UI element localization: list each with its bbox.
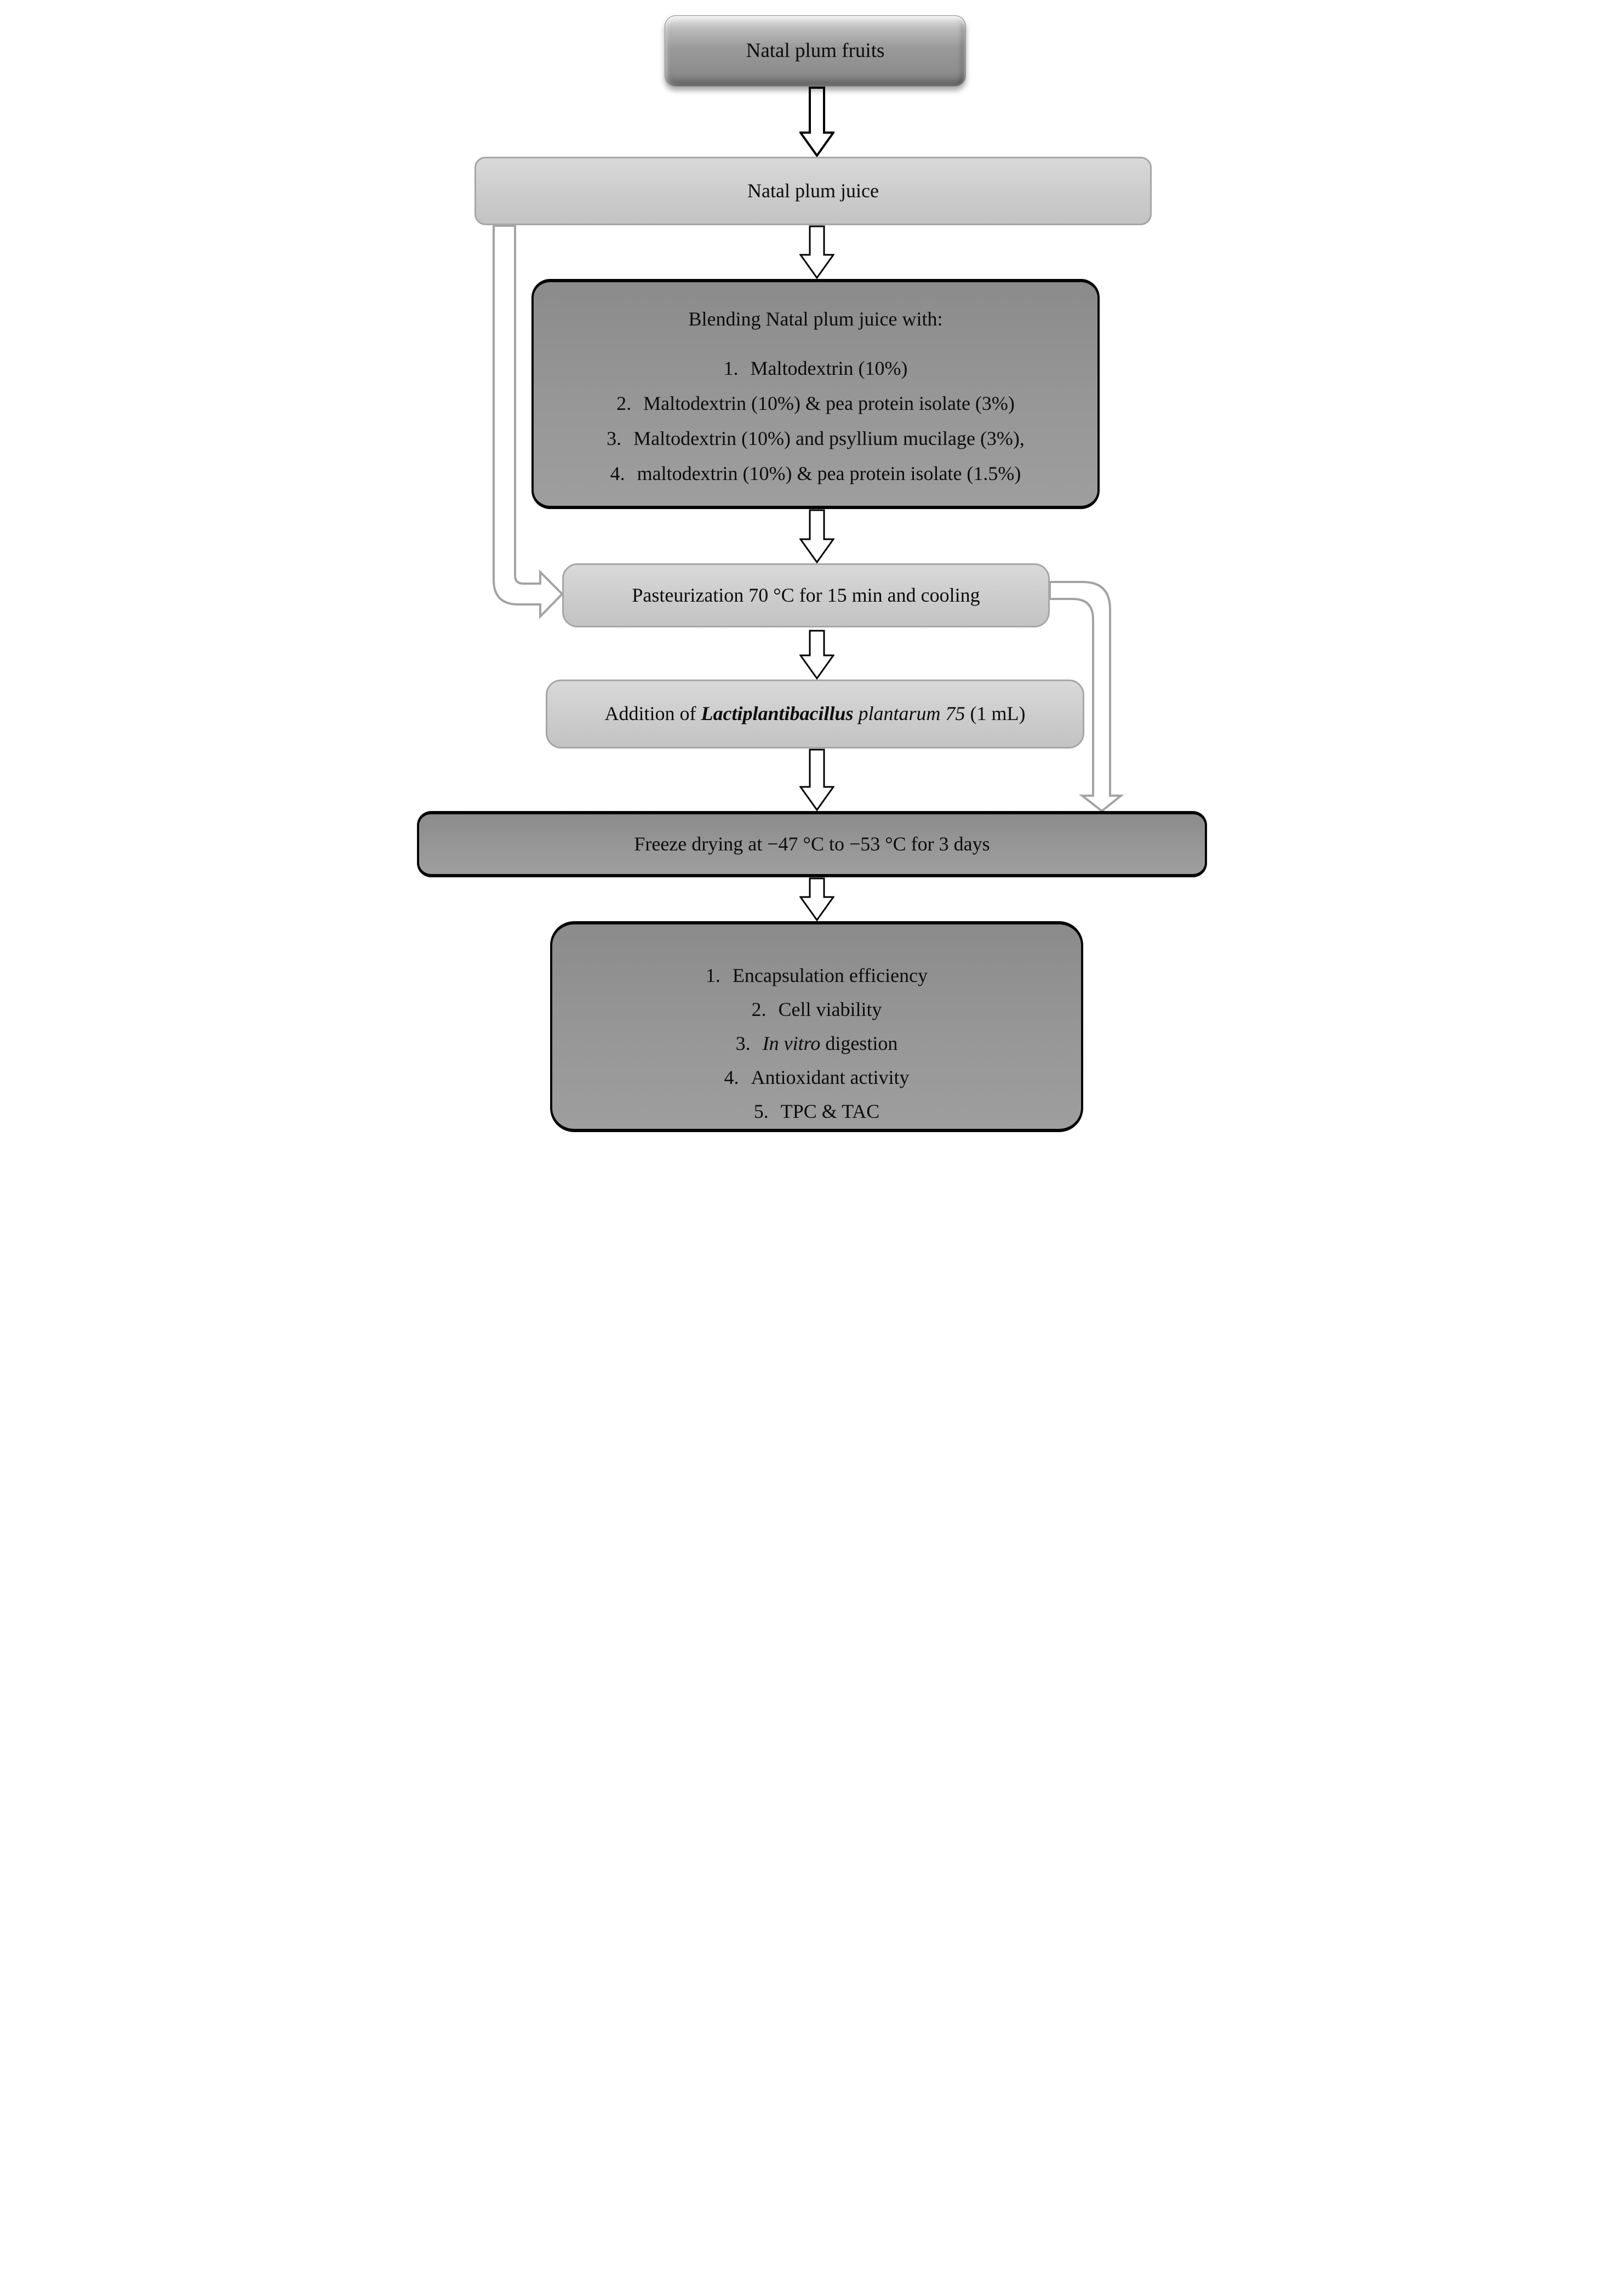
list-item-number: 1. <box>705 964 720 986</box>
list-item-text: Antioxidant activity <box>751 1066 910 1088</box>
list-item-text: Cell viability <box>778 998 882 1020</box>
list-item-number: 1. <box>723 357 739 379</box>
node-natal-plum-fruits-label: Natal plum fruits <box>746 39 885 62</box>
node-addition-lactiplantibacillus <box>546 679 1084 749</box>
addition-species-strain: plantarum 75 <box>853 703 970 725</box>
arrow-down-icon <box>799 630 834 679</box>
list-item <box>706 964 928 987</box>
node-blending <box>531 279 1100 509</box>
addition-suffix: (1 mL) <box>970 703 1026 725</box>
list-item-text: Encapsulation efficiency <box>732 964 928 986</box>
arrow-down-icon <box>799 749 834 811</box>
list-item <box>706 1100 928 1123</box>
list-item-number: 5. <box>753 1100 769 1122</box>
node-blending-list <box>607 357 1025 485</box>
node-natal-plum-juice-label: Natal plum juice <box>747 179 879 202</box>
node-pasteurization <box>562 563 1050 627</box>
list-item-text: Maltodextrin (10%) & pea protein isolate (3%) <box>643 392 1015 414</box>
list-item <box>706 998 928 1021</box>
node-freeze-drying-label: Freeze drying at −47 °C to −53 °C for 3 days <box>634 832 990 855</box>
list-item-number: 4. <box>724 1066 739 1088</box>
node-blending-title: Blending Natal plum juice with: <box>688 308 943 330</box>
arrow-down-icon <box>799 87 834 157</box>
node-addition-label <box>605 703 1026 725</box>
list-item <box>607 357 1025 380</box>
list-item-text: maltodextrin (10%) & pea protein isolate (1.5%) <box>637 462 1021 484</box>
list-item-number: 2. <box>751 998 767 1020</box>
list-item-number: 2. <box>616 392 632 414</box>
node-pasteurization-label: Pasteurization 70 °C for 15 min and cooling <box>632 584 980 606</box>
addition-prefix: Addition of <box>604 703 701 725</box>
list-item-number: 3. <box>607 427 622 449</box>
arrow-down-icon <box>799 877 834 921</box>
list-item-text: digestion <box>820 1032 898 1054</box>
node-analysis <box>550 921 1083 1132</box>
node-natal-plum-fruits <box>665 15 966 87</box>
list-item-text: TPC & TAC <box>780 1100 880 1122</box>
addition-genus: Lactiplantibacillus <box>701 703 854 725</box>
node-natal-plum-juice <box>474 157 1152 225</box>
list-item-number: 3. <box>735 1032 751 1054</box>
list-item <box>607 392 1025 415</box>
flowchart-canvas <box>406 0 1218 1145</box>
list-item-text: Maltodextrin (10%) and psyllium mucilage (3%), <box>633 427 1025 449</box>
node-analysis-list <box>706 964 928 1123</box>
arrow-down-icon <box>799 509 834 563</box>
list-item-number: 4. <box>610 462 625 484</box>
list-item <box>706 1066 928 1089</box>
list-item <box>607 462 1025 485</box>
list-item <box>706 1032 928 1055</box>
list-item <box>607 427 1025 450</box>
node-freeze-drying <box>417 811 1207 877</box>
list-item-text: Maltodextrin (10%) <box>750 357 908 379</box>
list-item-italic: In vitro <box>762 1032 821 1054</box>
arrow-down-icon <box>799 225 834 279</box>
